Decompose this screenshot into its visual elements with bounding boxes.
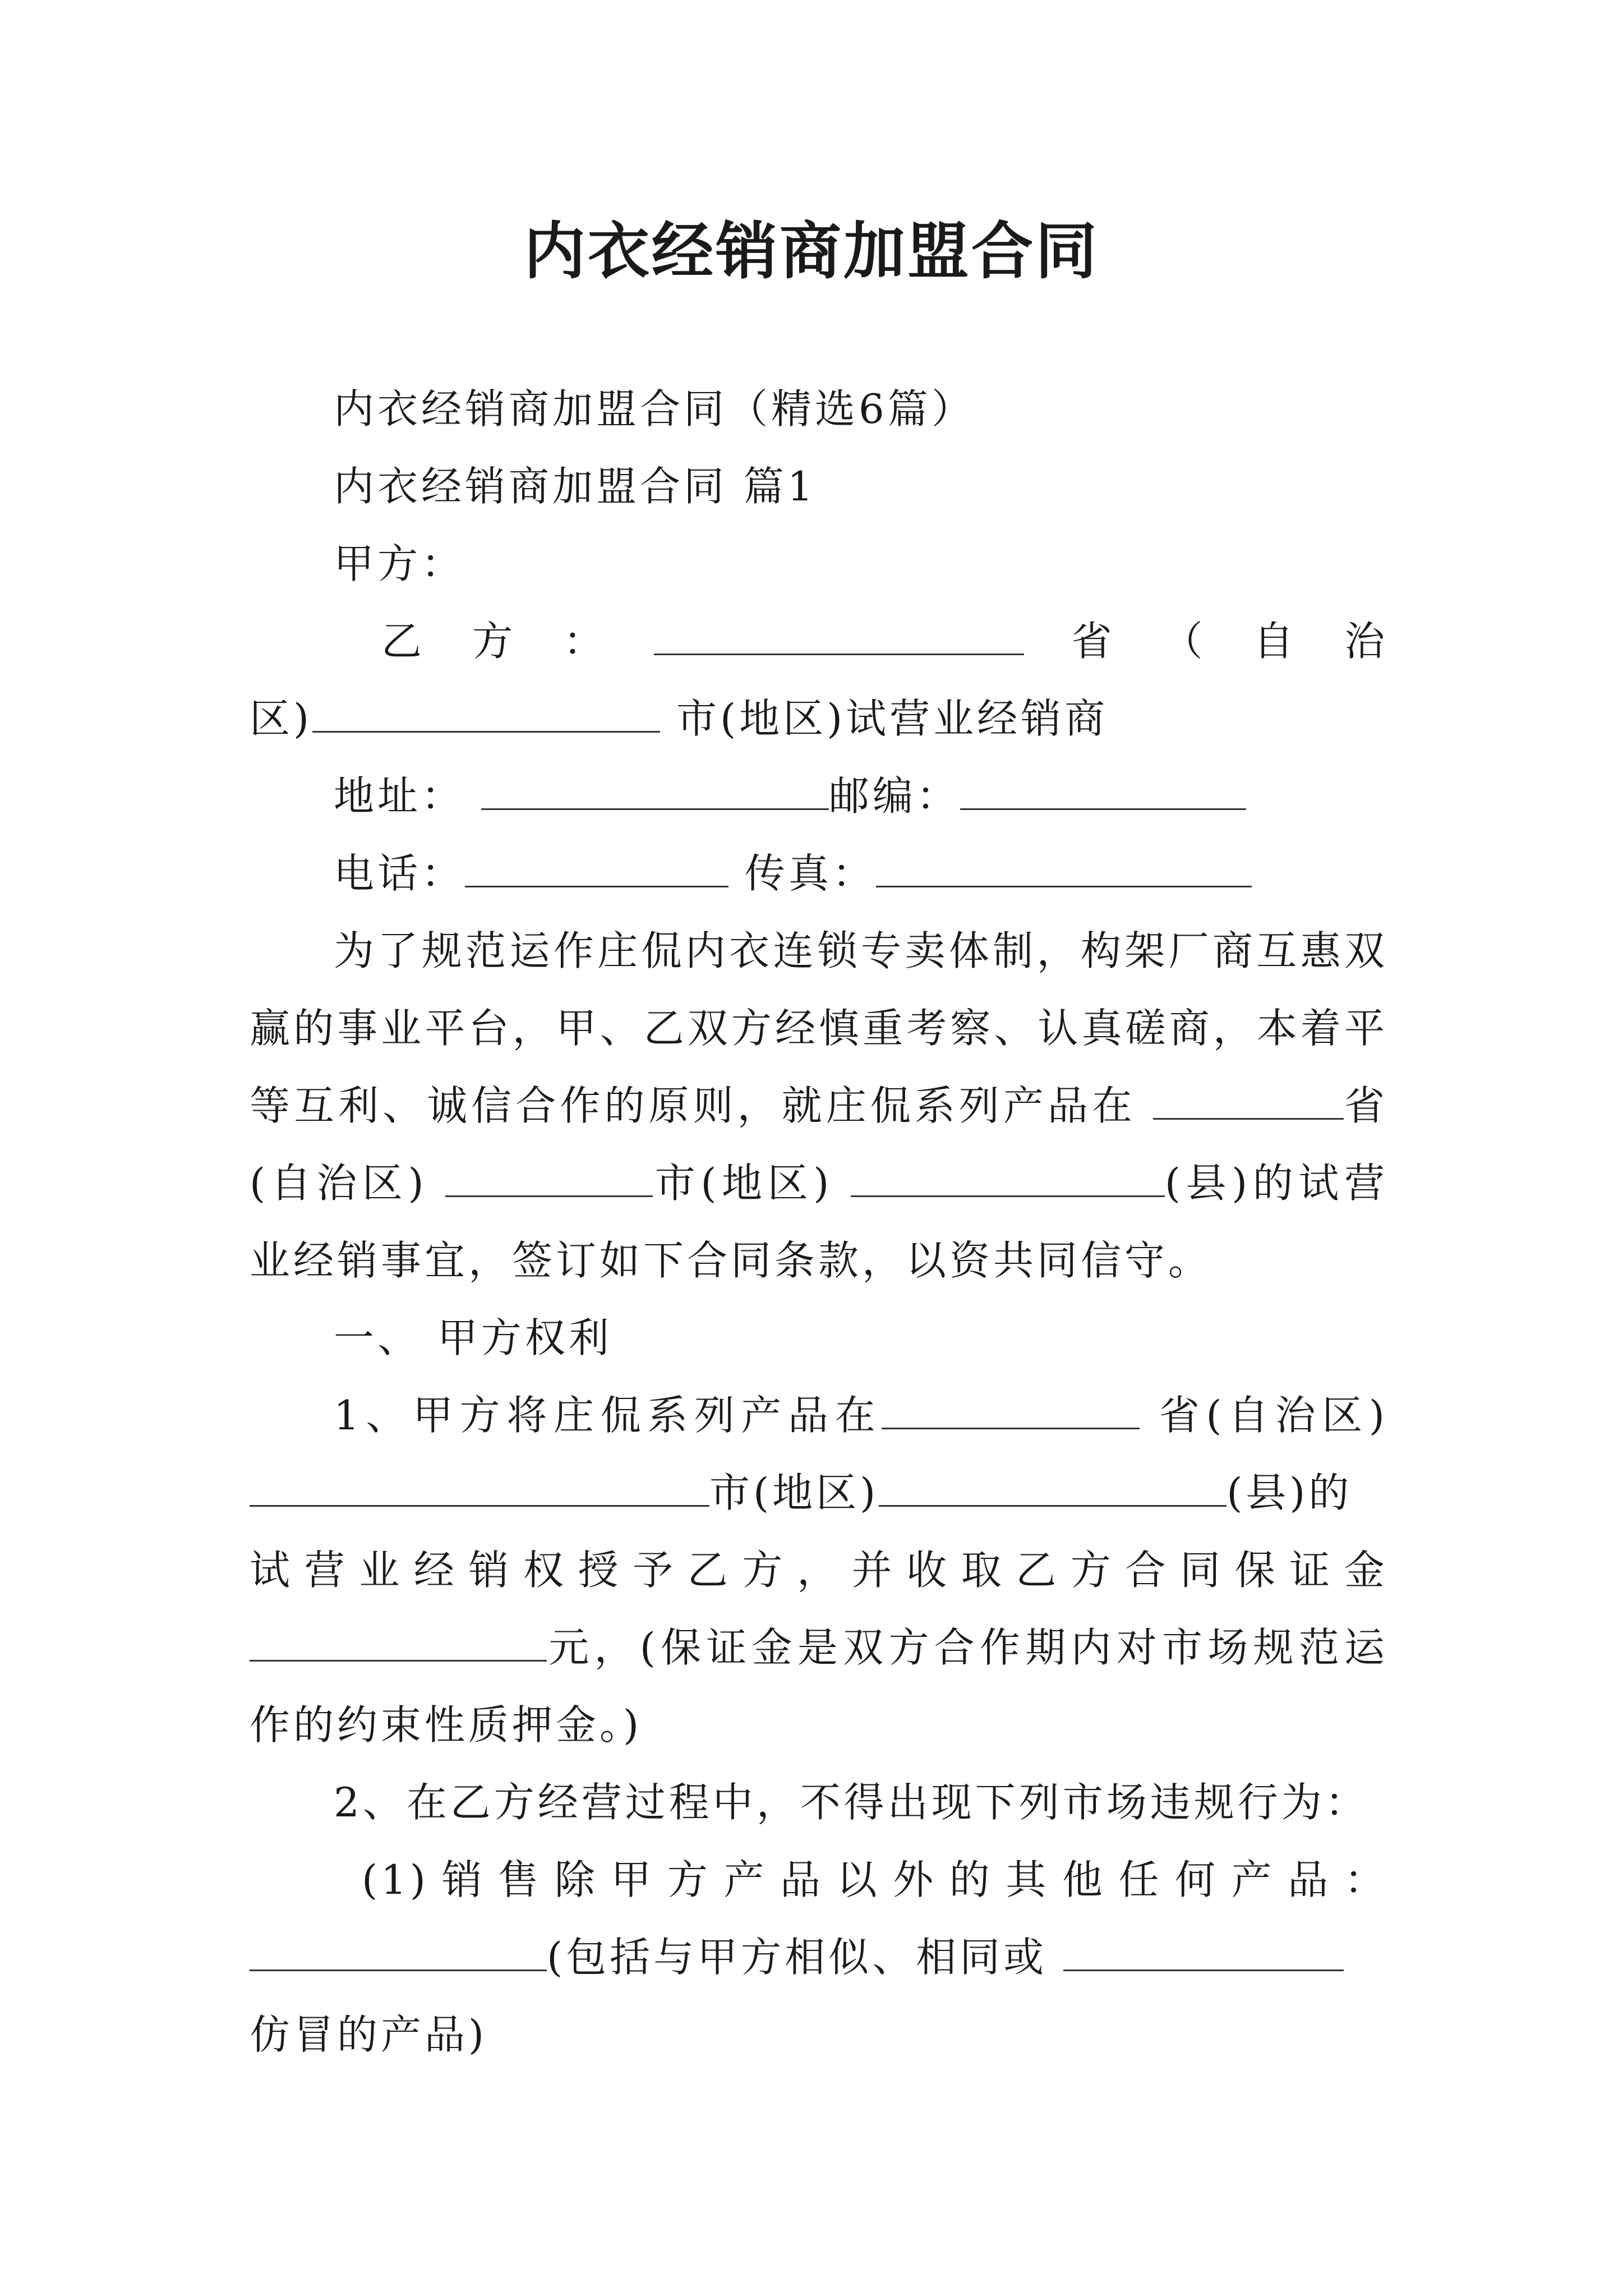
clause-char: 予 [633,1547,677,1594]
clause-text: (县)的 [1227,1469,1353,1516]
clause-char: 任 [1118,1856,1163,1903]
intro-text: 市(地区) [653,1159,833,1207]
clause-char: 何 [1175,1856,1219,1903]
phone-line [250,835,1388,912]
clause-2-1-end: 仿冒的产品) [250,2011,488,2058]
intro-text: (县)的试营业经销事宜，签订如下合同条款，以资共同信守。 [250,1159,1389,1284]
party-b-char: （ [1162,618,1206,665]
clause-char: 营 [304,1547,348,1594]
party-a-label: 甲方： [334,540,465,587]
clause-char: 业 [359,1547,403,1594]
party-b-line-2 [250,680,1388,757]
clause-char: 同 [1180,1547,1224,1594]
postcode-label: 邮编： [828,772,960,820]
party-b-char: ： [563,618,607,665]
blank-line [654,616,1024,655]
clause-char: 取 [961,1547,1005,1594]
fax-label: 传真： [744,850,876,897]
clause-char: 方 [742,1547,786,1594]
clause-char: 品 [780,1856,824,1903]
phone-blank [465,849,728,887]
clause-char: 保 [1234,1547,1279,1594]
clause-1-continued [250,1609,1388,1764]
clause-char: 权 [523,1547,567,1594]
subtitle: 内衣经销商加盟合同（精选6篇） [334,385,975,432]
clause-char: 外 [893,1856,937,1903]
address-label: 地址： [334,772,465,820]
clause-char: 销 [441,1856,486,1903]
clause-char: 甲 [611,1856,655,1903]
party-b-char: 治 [1344,618,1388,665]
phone-label: 电话： [334,850,465,897]
clause-char: 销 [468,1547,513,1594]
document-title: 内衣经销商加盟合同 [524,215,1099,287]
clause-text: 市(地区) [709,1469,879,1516]
clause-char: 品 [1288,1856,1332,1903]
clause-char: 方 [667,1856,711,1903]
clause-char: 方 [1070,1547,1114,1594]
clause-char: 试 [250,1547,294,1594]
section-one-heading: 一、 甲方权利 [334,1314,612,1361]
clause-char: (1) [362,1856,429,1903]
blank-line [1063,1932,1344,1971]
party-b-char: 方 [472,618,517,665]
clause-char: 除 [554,1856,598,1903]
section-heading: 内衣经销商加盟合同 篇1 [334,463,817,510]
clause-char: ， [796,1547,841,1594]
clause-text: 省(自治区) [1159,1392,1389,1439]
intro-text: 省(自治区) [250,1082,1388,1207]
blank-line [445,1158,653,1197]
clause-char: 经 [413,1547,458,1594]
clause-char: 其 [1006,1856,1050,1903]
clause-char: 乙 [687,1547,731,1594]
document-body [250,370,1388,2073]
clause-1 [250,1377,1388,1531]
blank-line [312,694,660,733]
clause-char: 合 [1125,1547,1169,1594]
clause-char: 金 [1344,1547,1388,1594]
clause-text: (包括与甲方相似、相同或 [547,1934,1048,1981]
blank-line [250,1623,547,1662]
intro-text: 为了规范运作庄侃内衣连锁专卖体制，构架厂商互惠双赢的事业平台，甲、乙双方经慎重考察、认真磋商，本着平等互利、诚信合作的原则，就庄侃系列产品在 [250,927,1388,1129]
intro-paragraph [250,912,1388,1299]
party-b-suffix: 市(地区)试营业经销商 [676,695,1109,742]
clause-text: 1、甲方将庄侃系列产品在 [334,1392,882,1439]
clause-2-1-continued [250,1918,1388,1996]
party-b-prefix: 区) [250,695,313,742]
clause-char: 的 [949,1856,993,1903]
clause-text: 元，(保证金是双方合作期内对市场规范运作的约束性质押金。) [250,1624,1388,1749]
clause-char: ： [1344,1856,1388,1903]
blank-line [250,1932,547,1971]
clause-char: 乙 [1016,1547,1060,1594]
address-line [250,757,1388,835]
clause-2: 2、在乙方经营过程中，不得出现下列市场违规行为： [334,1779,1369,1826]
party-b-char: 自 [1253,618,1297,665]
clause-char: 以 [836,1856,880,1903]
fax-blank [876,849,1252,887]
blank-line [879,1468,1227,1507]
clause-char: 他 [1062,1856,1106,1903]
clause-2-1-spread-line [250,1841,1388,1918]
clause-char: 并 [851,1547,896,1594]
party-b-char: 乙 [381,618,426,665]
clause-char: 产 [1231,1856,1275,1903]
clause-char: 售 [498,1856,542,1903]
blank-line [250,1468,709,1507]
party-b-char: 省 [1071,618,1115,665]
blank-line [851,1158,1165,1197]
address-blank [481,771,829,810]
postcode-blank [960,771,1246,810]
blank-line [882,1391,1140,1429]
clause-char: 证 [1289,1547,1334,1594]
clause-char: 授 [578,1547,622,1594]
party-b-line [250,602,1388,680]
clause-char: 收 [906,1547,951,1594]
clause-char: 产 [723,1856,768,1903]
clause-1-spread-line [250,1531,1388,1609]
blank-line [1153,1081,1344,1120]
